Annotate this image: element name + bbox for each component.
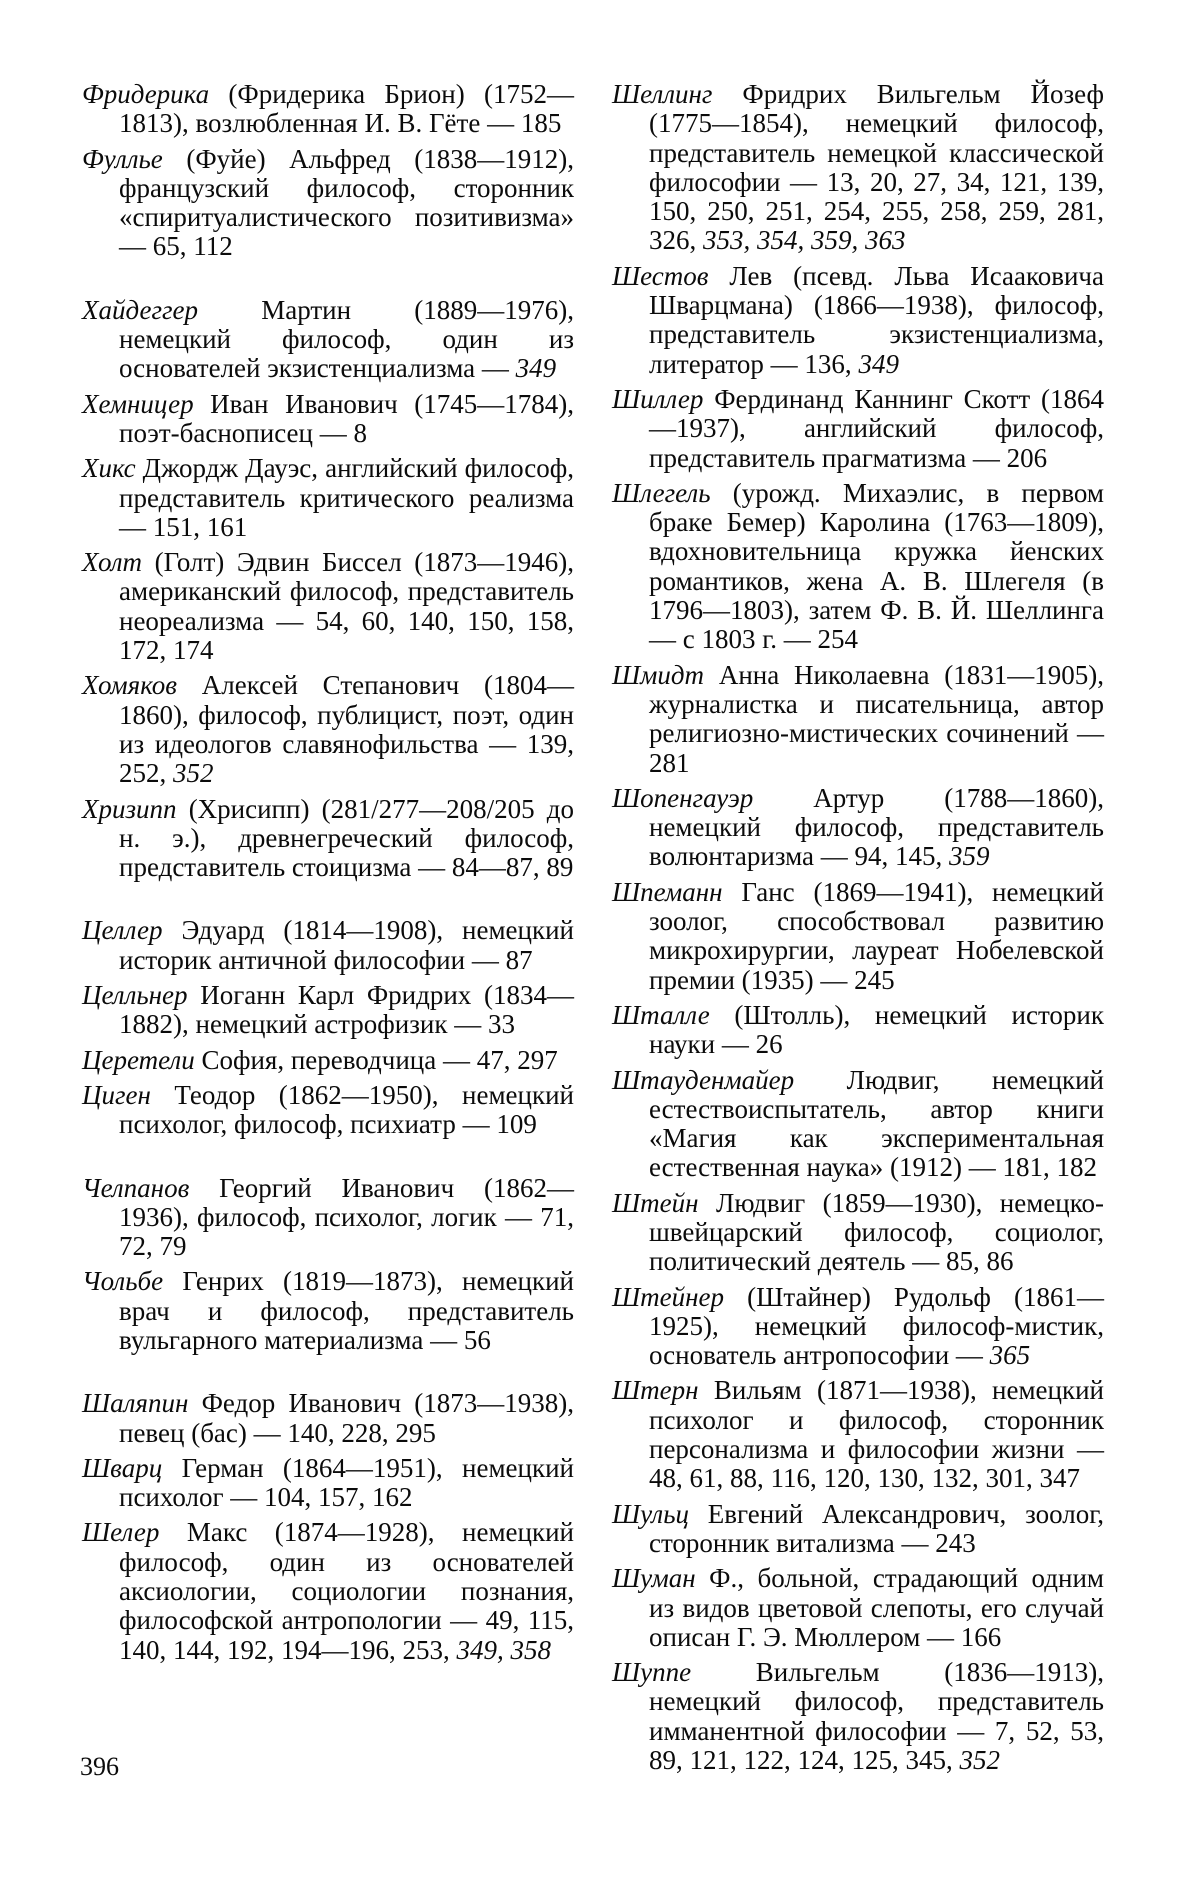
index-entry xyxy=(612,661,1104,778)
entry-pages-italic: 349 xyxy=(858,348,899,379)
entry-text: Анна Николаевна (1831—1905), журналистка и писательница, автор религиозно-мистических сочинений — 281 xyxy=(649,659,1104,778)
entry-headword: Шмидт xyxy=(612,659,705,690)
entry-headword: Шварц xyxy=(82,1452,163,1483)
entry-headword: Шуман xyxy=(612,1563,696,1594)
entry-pages-italic: 353, 354, 359, 363 xyxy=(703,225,906,256)
entry-headword: Фридерика xyxy=(82,79,210,109)
entry-pages-italic: 349 xyxy=(515,353,557,384)
index-entry xyxy=(82,454,574,542)
entry-text: Эдуард (1814—1908), немецкий историк античной философии — 87 xyxy=(119,915,574,975)
entry-headword: Холт xyxy=(82,547,143,578)
index-entry xyxy=(82,1454,574,1513)
entry-pages-italic: 352 xyxy=(959,1745,1000,1776)
entry-text: (Голт) Эдвин Биссел (1873—1946), американский философ, представитель неореализма — 54, 60, 140, 150, 158, 172, 174 xyxy=(119,547,574,666)
index-entry xyxy=(82,296,574,384)
entry-text: Ганс (1869—1941), немецкий зоолог, способствовал развитию микрохирургии, лауреат Нобелевской премии (1935) — 245 xyxy=(649,876,1104,995)
entry-pages-italic: 365 xyxy=(989,1340,1031,1371)
entry-text: Алексей Степанович (1804—1860), философ, публицист, поэт, один из идеологов славянофильства — 139, 252, xyxy=(119,670,574,789)
entry-headword: Шпеманн xyxy=(612,876,723,907)
entry-headword: Шестов xyxy=(612,260,709,291)
index-entry xyxy=(612,1283,1104,1371)
index-entry xyxy=(82,1267,574,1355)
entry-text: Георгий Иванович (1862—1936), философ, психолог, логик — 71, 72, 79 xyxy=(119,1172,574,1262)
entry-pages-italic: 349, 358 xyxy=(456,1634,551,1665)
entry-text: София, переводчица — 47, 297 xyxy=(194,1044,558,1075)
entry-headword: Шопенгауэр xyxy=(612,782,754,813)
entry-text: Макс (1874—1928), немецкий философ, один из основателей аксиологии, социологии познания, философской антропологии — 49, 115, 140, 144, 192, 194—196, 253, xyxy=(119,1517,574,1665)
entry-text: Артур (1788—1860), немецкий философ, представитель волюнтаризма — 94, 145, xyxy=(649,782,1104,872)
index-entry xyxy=(82,1389,574,1448)
entry-headword: Фуллье xyxy=(82,143,163,174)
entry-text: (Штолль), немецкий историк науки — 26 xyxy=(649,999,1104,1060)
index-entry xyxy=(612,1658,1104,1775)
entry-headword: Челпанов xyxy=(82,1172,190,1203)
index-entry xyxy=(612,385,1104,473)
entry-text: Джордж Дауэс, английский философ, представитель критического реализма — 151, 161 xyxy=(119,453,574,542)
entry-headword: Шаляпин xyxy=(82,1388,189,1419)
entry-text: Вильям (1871—1938), немецкий психолог и философ, сторонник персонализма и философии жизни — 48, 61, 88, 116, 120, 130, 132, 301, 347 xyxy=(649,1375,1104,1494)
index-entry xyxy=(82,1518,574,1664)
entry-text: Мартин (1889—1976), немецкий философ, один из основателей экзистенциализма — xyxy=(119,294,574,384)
index-entry xyxy=(612,80,1104,256)
entry-text: (урожд. Михаэлис, в первом браке Бемер) Каролина (1763—1809), вдохновительница кружка йенских романтиков, жена А. В. Шлегеля (в 1796—1803), затем Ф. В. Й. Шеллинга — с 1803 г. — 254 xyxy=(649,477,1104,655)
entry-headword: Штейн xyxy=(612,1187,699,1218)
entry-text: Федор Иванович (1873—1938), певец (бас) — 140, 228, 295 xyxy=(119,1388,574,1448)
entry-text: (Хрисипп) (281/277—208/205 до н. э.), древнегреческий философ, представитель стоицизма — 84—87, 89 xyxy=(119,793,574,883)
index-entry xyxy=(82,795,574,883)
entry-text: Фердинанд Каннинг Скотт (1864—1937), английский философ, представитель прагматизма — 206 xyxy=(649,383,1104,473)
entry-pages-italic: 352 xyxy=(173,758,214,789)
index-entry xyxy=(82,80,574,139)
index-entry xyxy=(612,878,1104,995)
page-number: 396 xyxy=(80,1752,119,1781)
entry-text: Лев (псевд. Льва Исааковича Шварцмана) (1866—1938), философ, представитель экзистенциализма, литератор — 136, xyxy=(649,260,1104,379)
index-entry xyxy=(82,390,574,449)
entry-text: (Фуйе) Альфред (1838—1912), французский философ, сторонник «спиритуалистического позитивизма» — 65, 112 xyxy=(119,143,574,262)
entry-text: Евгений Александрович, зоолог, сторонник витализма — 243 xyxy=(649,1498,1104,1558)
entry-headword: Целлер xyxy=(82,915,163,946)
entry-text: (Штайнер) Рудольф (1861—1925), немецкий философ-мистик, основатель антропософии — xyxy=(649,1281,1104,1371)
entry-text: Иван Иванович (1745—1784), поэт-баснописец — 8 xyxy=(119,388,574,448)
index-entry xyxy=(612,1376,1104,1493)
index-entry xyxy=(82,981,574,1040)
entry-headword: Штауденмайер xyxy=(612,1064,795,1095)
index-entry xyxy=(612,1500,1104,1559)
index-entry xyxy=(82,1081,574,1140)
index-entry xyxy=(612,1564,1104,1652)
entry-headword: Шлегель xyxy=(612,477,711,508)
index-entry xyxy=(612,262,1104,379)
entry-text: Ф., больной, страдающий одним из видов цветовой слепоты, его случай описан Г. Э. Мюллером — 166 xyxy=(649,1563,1104,1652)
entry-text: Теодор (1862—1950), немецкий психолог, философ, психиатр — 109 xyxy=(119,1079,574,1140)
entry-headword: Хомяков xyxy=(82,670,178,701)
entry-headword: Шталле xyxy=(612,999,710,1030)
entry-headword: Целльнер xyxy=(82,980,188,1011)
entry-headword: Хемницер xyxy=(82,388,194,419)
entry-text: Иоганн Карл Фридрих (1834—1882), немецкий астрофизик — 33 xyxy=(119,980,574,1040)
index-entry xyxy=(82,916,574,975)
index-entry xyxy=(82,1046,574,1075)
entry-text: (Фридерика Брион) (1752—1813), возлюбленная И. В. Гёте — 185 xyxy=(119,79,574,139)
entry-headword: Хризипп xyxy=(82,793,177,824)
entry-headword: Шиллер xyxy=(612,383,704,414)
entry-text: Людвиг, немецкий естествоиспытатель, автор книги «Магия как экспериментальная естественная наука» (1912) — 181, 182 xyxy=(649,1064,1104,1183)
entry-text: Герман (1864—1951), немецкий психолог — 104, 157, 162 xyxy=(119,1452,574,1513)
index-entry xyxy=(612,479,1104,655)
entry-headword: Чольбе xyxy=(82,1266,164,1297)
entry-headword: Церетели xyxy=(82,1044,195,1075)
entry-headword: Хикс xyxy=(82,453,136,484)
index-entry xyxy=(612,1001,1104,1060)
index-entry xyxy=(612,784,1104,872)
entry-headword: Штерн xyxy=(612,1375,699,1406)
index-entry xyxy=(612,1189,1104,1277)
entry-headword: Шелер xyxy=(82,1517,160,1548)
left-column xyxy=(82,80,574,1671)
index-entry xyxy=(82,145,574,262)
index-entry xyxy=(82,548,574,665)
entry-text: Людвиг (1859—1930), немецко-швейцарский философ, социолог, политический деятель — 85, 86 xyxy=(649,1187,1104,1277)
index-entry xyxy=(82,1174,574,1262)
entry-text: Фридрих Вильгельм Йозеф (1775—1854), немецкий философ, представитель немецкой классической философии — 13, 20, 27, 34, 121, 139, 150, 250, 251, 254, 255, 258, 259, 281, 326, xyxy=(649,79,1104,256)
right-column xyxy=(612,80,1104,1781)
entry-pages-italic: 359 xyxy=(949,841,990,872)
entry-headword: Хайдеггер xyxy=(82,294,199,325)
entry-text: Генрих (1819—1873), немецкий врач и философ, представитель вульгарного материализма — 56 xyxy=(119,1266,574,1355)
index-entry xyxy=(612,1066,1104,1183)
index-entry xyxy=(82,671,574,788)
entry-headword: Шульц xyxy=(612,1498,689,1529)
entry-headword: Штейнер xyxy=(612,1281,725,1312)
entry-headword: Шуппе xyxy=(612,1657,692,1688)
entry-text: Вильгельм (1836—1913), немецкий философ, представитель имманентной философии — 7, 52, 53, 89, 121, 122, 124, 125, 345, xyxy=(649,1657,1104,1776)
entry-headword: Шеллинг xyxy=(612,79,713,109)
entry-headword: Циген xyxy=(82,1079,151,1110)
